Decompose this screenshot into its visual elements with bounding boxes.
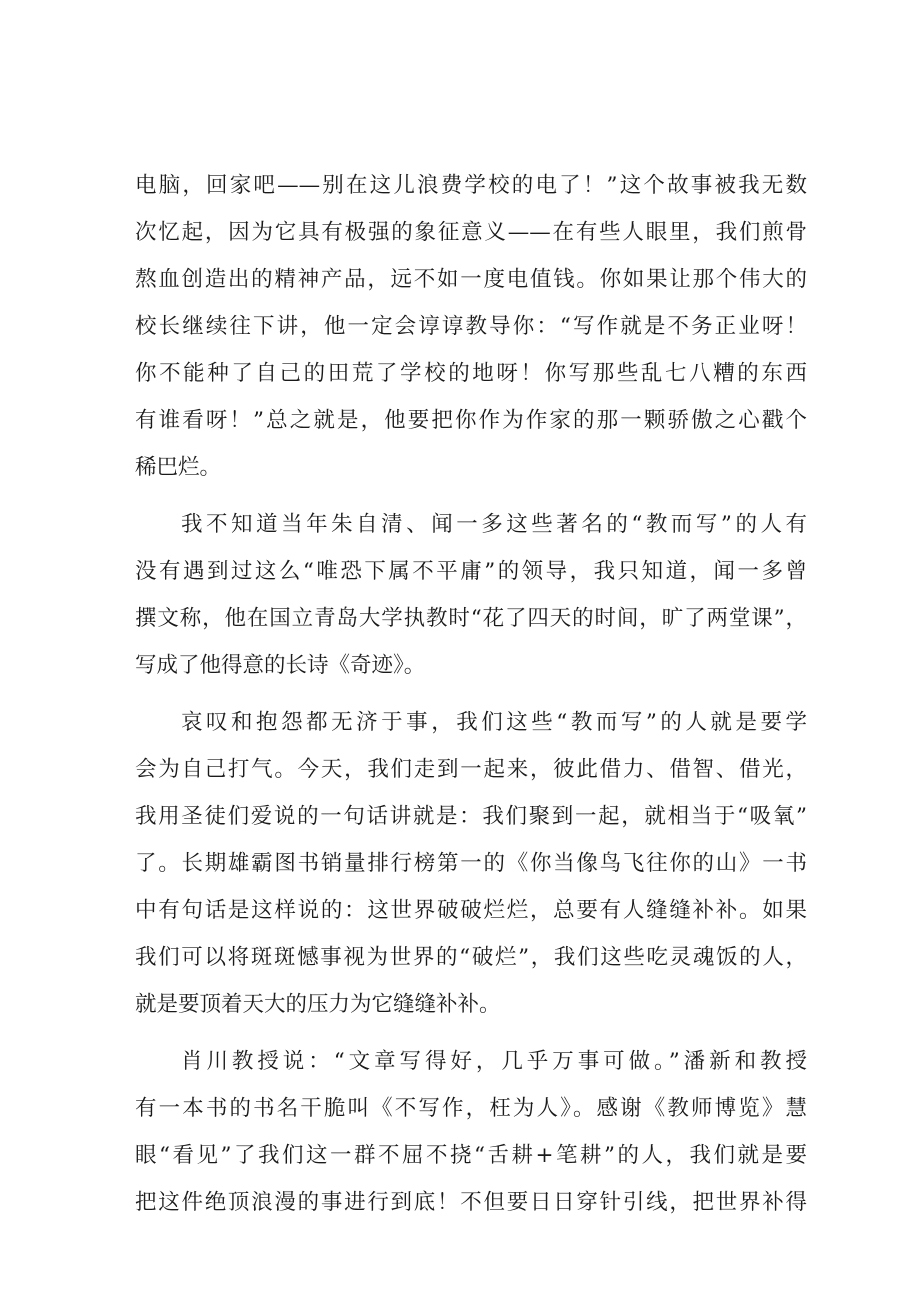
text-line: 我们可以将斑斑憾事视为世界的“破烂”，我们这些吃灵魂饭的人， [135,945,807,970]
text-line: 你不能种了自己的田荒了学校的地呀！你写那些乱七八糟的东西 [135,361,807,386]
text-line: 肖川教授说：“文章写得好，几乎万事可做。”潘新和教授 [181,1049,807,1074]
text-line: 我用圣徒们爱说的一句话讲就是：我们聚到一起，就相当于“吸氧” [135,804,807,829]
text-line: 会为自己打气。今天，我们走到一起来，彼此借力、借智、借光， [135,757,807,782]
text-line: 哀叹和抱怨都无济于事，我们这些“教而写”的人就是要学 [181,710,807,735]
text-line: 中有句话是这样说的：这世界破破烂烂，总要有人缝缝补补。如果 [135,898,807,923]
text-line: 了。长期雄霸图书销量排行榜第一的《你当像鸟飞往你的山》一书 [135,851,807,876]
text-line: 电脑，回家吧——别在这儿浪费学校的电了！”这个故事被我无数 [135,173,807,198]
text-line: 就是要顶着天大的压力为它缝缝补补。 [135,992,501,1017]
text-line: 我不知道当年朱自清、闻一多这些著名的“教而写”的人有 [181,512,807,537]
text-line: 熬血创造出的精神产品，远不如一度电值钱。你如果让那个伟大的 [135,267,807,292]
text-line: 没有遇到过这么“唯恐下属不平庸”的领导，我只知道，闻一多曾 [135,559,807,584]
text-line: 把这件绝顶浪漫的事进行到底！不但要日日穿针引线，把世界补得 [135,1190,807,1215]
text-line: 稀巴烂。 [135,455,222,480]
text-line: 写成了他得意的长诗《奇迹》。 [135,653,426,678]
text-line: 次忆起，因为它具有极强的象征意义——在有些人眼里，我们煎骨 [135,220,807,245]
text-line: 有谁看呀！”总之就是，他要把你作为作家的那一颗骄傲之心戳个 [135,408,807,433]
text-line: 校长继续往下讲，他一定会谆谆教导你：“写作就是不务正业呀！ [135,314,807,339]
text-line: 眼“看见”了我们这一群不屈不挠“舌耕+笔耕”的人，我们就是要 [135,1143,807,1168]
text-line: 有一本书的书名干脆叫《不写作，枉为人》。感谢《教师博览》慧 [135,1096,807,1121]
text-line: 撰文称，他在国立青岛大学执教时“花了四天的时间，旷了两堂课”， [135,606,807,631]
